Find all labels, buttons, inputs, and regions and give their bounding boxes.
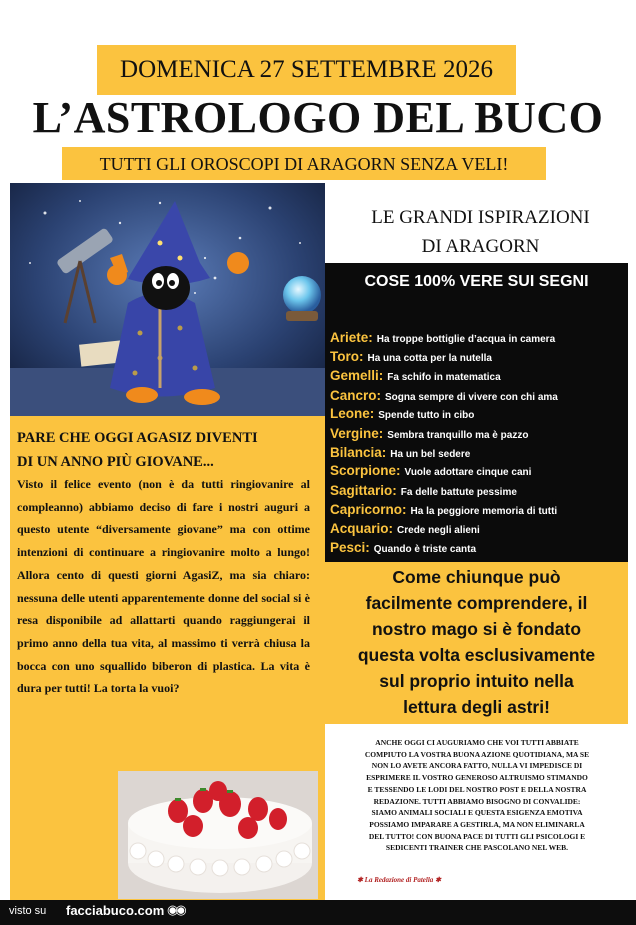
intuition-line: facilmente comprendere, il xyxy=(365,593,588,613)
sign-row xyxy=(330,462,531,480)
sign-row xyxy=(330,425,528,443)
intuition-box xyxy=(325,562,628,724)
closing-line: REDAZIONE. TUTTI ABBIAMO BISOGNO DI CONVALIDE: xyxy=(373,796,581,806)
sign-row xyxy=(330,405,474,423)
cake-photo xyxy=(118,771,318,899)
signature-text: La Redazione di Patella xyxy=(364,876,434,884)
sign-name: Acquario: xyxy=(330,521,394,536)
closing-line: E TESSENDO LE LODI DEL NOSTRO POST E DELLA NOSTRA xyxy=(367,784,587,794)
sign-text: Ha un bel sedere xyxy=(390,449,471,460)
intuition-line: lettura degli astri! xyxy=(403,697,550,717)
signature xyxy=(334,876,464,884)
closing-line: NON LO AVETE ANCORA FATTO, NULLA VI IMPEDISCE DI xyxy=(371,761,583,771)
sign-row xyxy=(330,482,517,500)
sign-text: Fa delle battute pessime xyxy=(400,487,517,498)
subtitle-banner: TUTTI GLI OROSCOPI DI ARAGORN SENZA VELI! xyxy=(62,147,546,180)
sign-row xyxy=(330,501,557,519)
closing-line: COMPIUTO LA VOSTRA BUONA AZIONE QUOTIDIANA, MA SE xyxy=(364,749,590,759)
sign-name: Capricorno: xyxy=(330,502,407,517)
right-heading-line2: DI ARAGORN xyxy=(421,236,540,257)
star-icon: ✱ xyxy=(433,876,441,884)
left-heading-line2: DI UN ANNO PIÙ GIOVANE... xyxy=(17,454,214,470)
date-banner: DOMENICA 27 SETTEMBRE 2026 xyxy=(97,45,516,95)
crystal-ball-icon xyxy=(283,276,321,321)
closing-line: SEDICENTI TRAINER CHE PASCOLANO NEL WEB. xyxy=(385,843,569,853)
intuition-line: sul proprio intuito nella xyxy=(379,671,574,691)
sign-text: Sogna sempre di vivere con chi ama xyxy=(385,392,558,403)
sign-name: Scorpione: xyxy=(330,463,401,478)
right-heading xyxy=(325,183,636,263)
left-article-body: Visto il felice evento (non è da tutti ringiovanire al compleanno) abbiamo deciso di fare i nostri auguri a questo utente “diversamente giovane” ma con ottime intenzioni di continuare a ringiovanire molto a lungo! Allora cento di questi giorni AgasiZ, ma sia chiaro: nessuna delle utenti apparentemente donne del social si è resa disponibile ad allattarti quando raggiungerai il primo anno della tua vita, al massimo ti verrà chiusa la bocca con uno squallido biberon di plastica. La vita è dura per tutti! La torta la vuoi? xyxy=(17,477,310,696)
sign-row xyxy=(330,367,501,385)
sign-row xyxy=(330,444,470,462)
sign-text: Vuole adottare cinque cani xyxy=(404,467,532,478)
sign-row xyxy=(330,387,558,405)
sign-name: Ariete: xyxy=(330,330,373,345)
closing-line: ESPRIMERE IL VOSTRO GENEROSO ALTRUISMO STIMANDO xyxy=(366,773,588,783)
intuition-line: Come chiunque può xyxy=(392,567,561,587)
sign-name: Cancro: xyxy=(330,388,382,403)
sign-row xyxy=(330,520,480,538)
wizard-illustration xyxy=(10,183,325,416)
right-heading-line1: LE GRANDI ISPIRAZIONI xyxy=(371,207,590,228)
sign-row xyxy=(330,539,476,557)
wizard-image xyxy=(10,183,325,416)
signs-title: COSE 100% VERE SUI SEGNI xyxy=(364,273,589,290)
sign-name: Sagittario: xyxy=(330,483,397,498)
sign-name: Toro: xyxy=(330,349,364,364)
closing-line: DEL TUTTO! CON BUONA PACE DI TUTTI GLI PSICOLOGI E xyxy=(368,831,586,841)
star-icon: ✱ xyxy=(357,876,365,884)
page-title: L’ASTROLOGO DEL BUCO xyxy=(32,93,604,142)
intuition-line: nostro mago si è fondato xyxy=(371,619,582,639)
sign-text: Ha una cotta per la nutella xyxy=(367,353,492,364)
sign-text: Sembra tranquillo ma è pazzo xyxy=(387,430,529,441)
sign-name: Leone: xyxy=(330,406,375,421)
sign-text: Ha la peggiore memoria di tutti xyxy=(410,506,558,517)
sign-row xyxy=(330,329,555,347)
eyes-icon: ◉◉ xyxy=(167,902,184,917)
sign-name: Gemelli: xyxy=(330,368,384,383)
left-heading xyxy=(17,426,321,474)
sign-text: Quando è triste canta xyxy=(373,544,477,555)
intuition-line: questa volta esclusivamente xyxy=(357,645,596,665)
footer-bar xyxy=(0,900,636,925)
sign-name: Bilancia: xyxy=(330,445,387,460)
footer-brand-link[interactable]: facciabuco.com xyxy=(66,903,165,918)
sign-row xyxy=(330,348,492,366)
closing-message xyxy=(334,737,620,854)
sign-name: Vergine: xyxy=(330,426,384,441)
closing-line: ANCHE OGGI CI AUGURIAMO CHE VOI TUTTI ABBIATE xyxy=(375,738,579,747)
sign-text: Ha troppe bottiglie d’acqua in camera xyxy=(376,334,556,345)
cake-image xyxy=(118,771,318,899)
closing-line: POSSIAMO IMPARARE A GESTIRLA, MA NON ELIMINARLA xyxy=(369,819,585,829)
sign-name: Pesci: xyxy=(330,540,370,555)
sign-text: Spende tutto in cibo xyxy=(378,410,475,421)
footer-visto: visto su xyxy=(9,905,47,917)
sign-text: Fa schifo in matematica xyxy=(387,372,501,383)
closing-line: SIAMO ANIMALI SOCIALI E QUESTA ESIGENZA EMOTIVA xyxy=(371,808,583,818)
signs-panel xyxy=(325,263,628,562)
left-heading-line1: PARE CHE OGGI AGASIZ DIVENTI xyxy=(17,430,258,446)
sign-text: Crede negli alieni xyxy=(397,525,480,536)
